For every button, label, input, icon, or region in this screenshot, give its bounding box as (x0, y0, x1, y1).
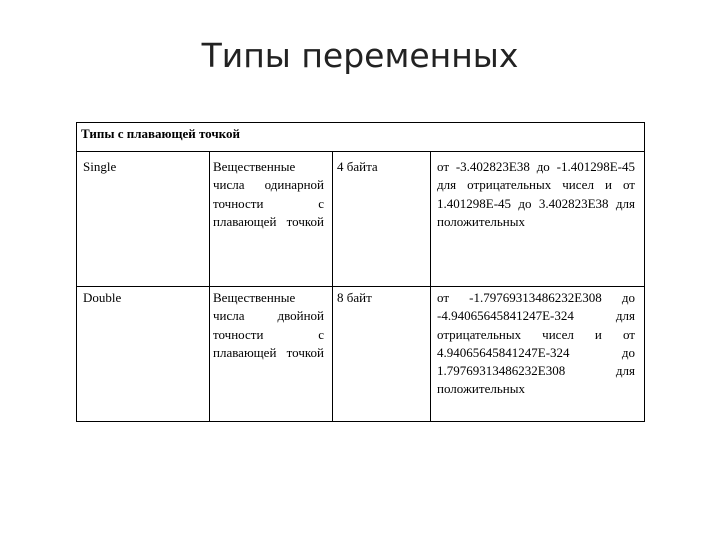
cell-range-double: от -1.79769313486232E308 до -4.94065645841247E-324 для отрицательных чисел и от 4.94065645841247E-324 до 1.79769313486232E308 для положительных (437, 290, 635, 397)
cell-size-double: 8 байт (337, 290, 372, 305)
table-header: Типы с плавающей точкой (81, 126, 240, 141)
types-table (76, 122, 645, 422)
cell-description-single: Вещественные числа одинарной точности с плавающей точкой (213, 159, 324, 229)
header-divider (77, 151, 644, 152)
cell-description-double: Вещественные числа двойной точности с плавающей точкой (213, 290, 324, 360)
row-divider (77, 286, 644, 287)
slide-title: Типы переменных (201, 36, 519, 75)
cell-size-single: 4 байта (337, 159, 378, 174)
cell-range-single: от -3.402823E38 до -1.401298E-45 для отрицательных чисел и от 1.401298E-45 до 3.402823E38 для положительных (437, 159, 635, 229)
column-divider-3 (430, 152, 431, 421)
cell-type-double: Double (83, 290, 122, 305)
column-divider-2 (332, 152, 333, 421)
cell-type-single: Single (83, 159, 117, 174)
column-divider-1 (209, 152, 210, 421)
